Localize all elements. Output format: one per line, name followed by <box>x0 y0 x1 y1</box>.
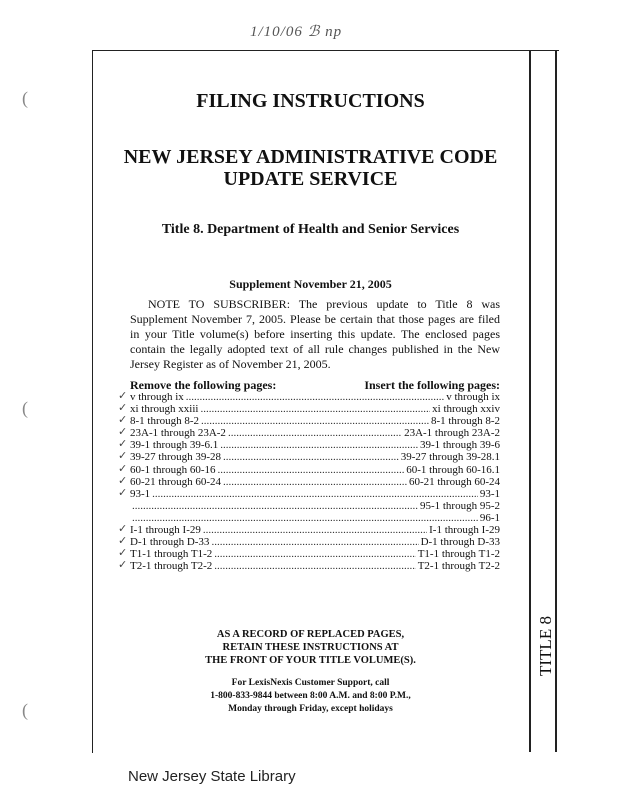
handwritten-note: 1/10/06 ℬ np <box>250 24 343 40</box>
remove-pages: 60-21 through 60-24 <box>130 475 222 488</box>
leader-dots <box>220 439 418 451</box>
punch-hole-mark: ( <box>22 700 28 720</box>
list-row <box>118 486 500 500</box>
list-row <box>130 512 500 524</box>
checkmark-icon: ✓ <box>118 462 128 475</box>
record-line: AS A RECORD OF REPLACED PAGES, <box>216 629 405 640</box>
insert-pages: 93-1 <box>479 487 500 500</box>
insert-pages: 60-1 through 60-16.1 <box>406 463 500 476</box>
record-line: RETAIN THESE INSTRUCTIONS AT <box>222 642 399 653</box>
leader-dots <box>214 548 415 560</box>
insert-pages: T2-1 through T2-2 <box>417 560 500 573</box>
list-row <box>118 462 500 476</box>
list-row <box>118 559 500 573</box>
insert-pages: 60-21 through 60-24 <box>408 475 500 488</box>
remove-pages: 60-1 through 60-16 <box>130 463 216 476</box>
remove-pages: I-1 through I-29 <box>130 524 201 537</box>
leader-dots <box>186 391 444 403</box>
insert-pages: I-1 through I-29 <box>429 524 500 537</box>
checkmark-icon: ✓ <box>118 474 128 487</box>
leader-dots <box>223 476 407 488</box>
remove-pages: v through ix <box>130 391 184 403</box>
insert-pages: 39-1 through 39-6 <box>419 439 500 452</box>
list-row <box>118 474 500 488</box>
insert-pages: xi through xxiv <box>432 403 500 416</box>
insert-pages: 39-27 through 39-28.1 <box>400 451 500 464</box>
checkmark-icon: ✓ <box>118 450 128 463</box>
leader-dots <box>211 536 418 548</box>
leader-dots <box>200 403 430 415</box>
support-line: For LexisNexis Customer Support, call <box>231 678 390 688</box>
remove-pages: D-1 through D-33 <box>130 536 210 549</box>
checkmark-icon: ✓ <box>118 486 128 499</box>
insert-pages: T1-1 through T1-2 <box>417 548 500 561</box>
remove-header: Remove the following pages: <box>130 378 277 392</box>
publication-title-line2: UPDATE SERVICE <box>223 168 398 190</box>
list-row <box>118 438 500 452</box>
punch-hole-mark: ( <box>22 88 28 108</box>
checkmark-icon: ✓ <box>118 426 128 439</box>
checkmark-icon: ✓ <box>118 535 128 548</box>
supplement-date: Supplement November 21, 2005 <box>229 277 392 291</box>
list-row <box>118 426 500 440</box>
checkmark-icon: ✓ <box>118 390 128 402</box>
leader-dots <box>132 512 478 524</box>
remove-pages: T2-1 through T2-2 <box>130 560 213 573</box>
list-row <box>118 535 500 549</box>
insert-header: Insert the following pages: <box>364 378 500 392</box>
leader-dots <box>132 500 418 512</box>
checkmark-icon: ✓ <box>118 414 128 427</box>
leader-dots <box>223 451 399 463</box>
insert-pages: 8-1 through 8-2 <box>430 415 500 428</box>
subscriber-note: NOTE TO SUBSCRIBER: The previous update to Title 8 was Supplement November 7, 2005. Please be certain that those pages are filed in your Title volume(s) before inserting this update. The enclosed pages contain the legally adopted text of all rule changes published in the New Jersey Register as of November 21, 2005. <box>130 297 500 371</box>
list-row <box>118 402 500 416</box>
record-notice <box>92 628 529 667</box>
remove-pages: 39-27 through 39-28 <box>130 451 222 464</box>
remove-pages: 8-1 through 8-2 <box>130 415 200 428</box>
title-tab: TITLE 8 <box>536 616 555 676</box>
publication-title-line1: NEW JERSEY ADMINISTRATIVE CODE <box>123 146 498 168</box>
leader-dots <box>228 427 402 439</box>
insert-pages: v through ix <box>446 391 500 403</box>
page-title: FILING INSTRUCTIONS <box>196 90 425 112</box>
remove-pages: xi through xxiii <box>130 403 199 416</box>
leader-dots <box>152 488 478 500</box>
remove-pages: 23A-1 through 23A-2 <box>130 427 226 440</box>
remove-pages: 93-1 <box>130 487 151 500</box>
frame-divider <box>529 50 531 752</box>
insert-pages: 23A-1 through 23A-2 <box>404 427 500 440</box>
leader-dots <box>214 560 415 572</box>
support-line: Monday through Friday, except holidays <box>228 704 393 714</box>
list-row <box>118 414 500 428</box>
punch-hole-mark: ( <box>22 398 28 418</box>
page-list <box>118 390 500 573</box>
list-row <box>118 390 500 403</box>
remove-pages: 39-1 through 39-6.1 <box>130 439 219 452</box>
insert-pages: 96-1 <box>479 511 500 524</box>
list-row <box>118 450 500 464</box>
remove-pages: T1-1 through T1-2 <box>130 548 213 561</box>
list-row <box>130 500 500 512</box>
list-row <box>118 523 500 537</box>
record-line: THE FRONT OF YOUR TITLE VOLUME(S). <box>205 655 416 666</box>
insert-pages: D-1 through D-33 <box>420 536 500 549</box>
leader-dots <box>201 415 429 427</box>
checkmark-icon: ✓ <box>118 547 128 560</box>
checkmark-icon: ✓ <box>118 559 128 572</box>
list-row <box>118 547 500 561</box>
support-info <box>92 677 529 716</box>
insert-pages: 95-1 through 95-2 <box>419 499 500 512</box>
checkmark-icon: ✓ <box>118 402 128 415</box>
leader-dots <box>203 524 427 536</box>
checkmark-icon: ✓ <box>118 523 128 536</box>
library-stamp: New Jersey State Library <box>128 768 296 785</box>
leader-dots <box>218 464 405 476</box>
title-line: Title 8. Department of Health and Senior Services <box>161 222 460 237</box>
checkmark-icon: ✓ <box>118 438 128 451</box>
support-line: 1-800-833-9844 between 8:00 A.M. and 8:00 P.M., <box>210 691 411 701</box>
